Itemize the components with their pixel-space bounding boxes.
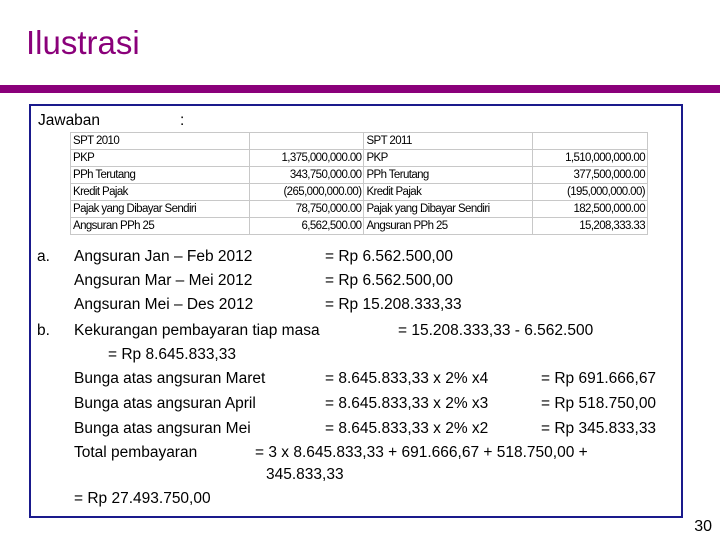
table-cell: 15,208,333.33 xyxy=(533,218,648,235)
bunga-label: Bunga atas angsuran Mei xyxy=(74,420,251,437)
table-row xyxy=(71,133,648,150)
angsuran-value: = Rp 6.562.500,00 xyxy=(325,272,453,289)
table-cell: 78,750,000.00 xyxy=(249,201,364,218)
table-cell: 377,500,000.00 xyxy=(533,167,648,184)
table-cell: (265,000,000.00) xyxy=(249,184,364,201)
jawaban-colon: : xyxy=(180,112,185,129)
bunga-result: = Rp 691.666,67 xyxy=(541,370,657,387)
bunga-result: = Rp 345.833,33 xyxy=(541,420,657,437)
page-number: 30 xyxy=(694,518,712,535)
table-cell: 343,750,000.00 xyxy=(249,167,364,184)
table-cell: 1,375,000,000.00 xyxy=(249,150,364,167)
total-formula-cont: 345.833,33 xyxy=(266,466,344,483)
total-label: Total pembayaran xyxy=(74,444,198,461)
bunga-formula: = 8.645.833,33 x 2% x3 xyxy=(325,395,489,412)
bunga-label: Bunga atas angsuran Maret xyxy=(74,370,266,387)
title-divider xyxy=(0,85,720,93)
bunga-formula: = 8.645.833,33 x 2% x2 xyxy=(325,420,489,437)
table-cell: Angsuran PPh 25 xyxy=(364,218,533,235)
table-cell: Pajak yang Dibayar Sendiri xyxy=(71,201,250,218)
angsuran-label: Angsuran Mei – Des 2012 xyxy=(74,296,254,313)
table-cell: Pajak yang Dibayar Sendiri xyxy=(364,201,533,218)
table-cell: PPh Terutang xyxy=(364,167,533,184)
table-row xyxy=(71,201,648,218)
table-row xyxy=(71,167,648,184)
table-cell: Kredit Pajak xyxy=(364,184,533,201)
table-cell: PKP xyxy=(364,150,533,167)
angsuran-value: = Rp 15.208.333,33 xyxy=(325,296,462,313)
angsuran-label: Angsuran Jan – Feb 2012 xyxy=(74,248,253,265)
bunga-formula: = 8.645.833,33 x 2% x4 xyxy=(325,370,489,387)
table-cell: (195,000,000.00) xyxy=(533,184,648,201)
table-cell: 182,500,000.00 xyxy=(533,201,648,218)
bunga-result: = Rp 518.750,00 xyxy=(541,395,657,412)
table-row xyxy=(71,150,648,167)
slide-title: Ilustrasi xyxy=(26,24,140,61)
bunga-label: Bunga atas angsuran April xyxy=(74,395,256,412)
table-row xyxy=(71,218,648,235)
table-cell: 1,510,000,000.00 xyxy=(533,150,648,167)
table-cell: PKP xyxy=(71,150,250,167)
total-formula: = 3 x 8.645.833,33 + 691.666,67 + 518.750,00 + xyxy=(255,444,588,461)
kekurangan-result: = Rp 8.645.833,33 xyxy=(108,346,236,363)
table-cell: PPh Terutang xyxy=(71,167,250,184)
total-result: = Rp 27.493.750,00 xyxy=(74,490,211,507)
table-row xyxy=(71,184,648,201)
part-b-marker: b. xyxy=(37,322,50,339)
table-cell: Angsuran PPh 25 xyxy=(71,218,250,235)
angsuran-value: = Rp 6.562.500,00 xyxy=(325,248,453,265)
table-cell: Kredit Pajak xyxy=(71,184,250,201)
table-cell: 6,562,500.00 xyxy=(249,218,364,235)
kekurangan-formula: = 15.208.333,33 - 6.562.500 xyxy=(398,322,594,339)
angsuran-label: Angsuran Mar – Mei 2012 xyxy=(74,272,253,289)
kekurangan-label: Kekurangan pembayaran tiap masa xyxy=(74,322,320,339)
spt-table xyxy=(70,132,648,235)
spt2010-header: SPT 2010 xyxy=(71,133,250,150)
jawaban-label: Jawaban xyxy=(38,112,101,129)
part-a-marker: a. xyxy=(37,248,50,265)
spt2011-header: SPT 2011 xyxy=(364,133,533,150)
